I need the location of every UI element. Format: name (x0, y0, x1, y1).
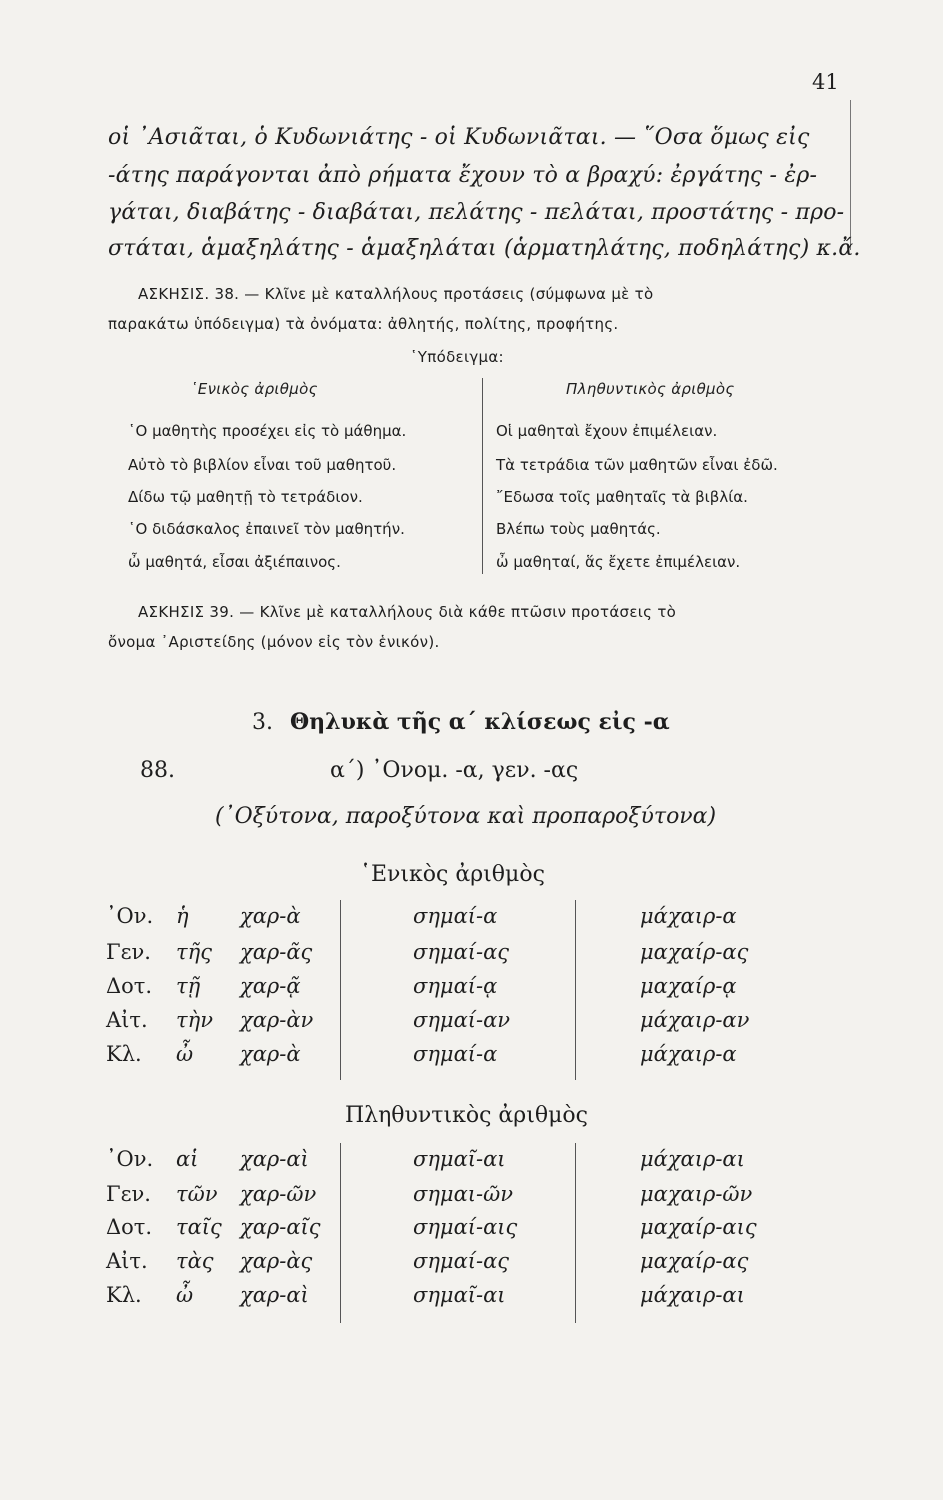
word-chara: χαρ-ὰ (240, 904, 301, 928)
article: ταῖς (176, 1215, 222, 1239)
example-plural-row: Βλέπω τοὺς μαθητάς. (496, 520, 661, 538)
page-number: 41 (812, 70, 839, 94)
word-simaia: σημαί-α (413, 904, 498, 928)
word-chara: χαρ-ὰν (240, 1008, 314, 1032)
word-machaira: μάχαιρ-α (640, 1042, 737, 1066)
case-label: Γεν. (106, 940, 151, 964)
article: τῆς (176, 940, 212, 964)
example-plural-row: ῎Εδωσα τοῖς μαθηταῖς τὰ βιβλία. (496, 488, 748, 506)
word-machaira: μάχαιρ-αι (640, 1283, 745, 1307)
section-title: Θηλυκὰ τῆς α΄ κλίσεως εἰς -α (290, 709, 670, 735)
word-machaira: μαχαιρ-ῶν (640, 1182, 753, 1206)
word-machaira: μάχαιρ-αι (640, 1147, 745, 1171)
word-chara: χαρ-αὶ (240, 1147, 309, 1171)
word-chara: χαρ-ᾷ (240, 974, 301, 998)
table-divider-4 (575, 1143, 576, 1323)
exercise-38-line-1: ΑΣΚΗΣΙΣ. 38. — Κλῖνε μὲ καταλλήλους προτάσεις (σύμφωνα μὲ τὸ (138, 285, 654, 303)
word-simaia: σημαί-αν (413, 1008, 511, 1032)
word-simaia: σημαῖ-αι (413, 1283, 506, 1307)
exercise-38-line-2: παρακάτω ὑπόδειγμα) τὰ ὀνόματα: ἀθλητής, πολίτης, προφήτης. (108, 315, 619, 333)
table-divider-2 (575, 900, 576, 1080)
intro-line-2: -άτης παράγονται ἀπὸ ρήματα ἔχουν τὸ α βραχύ: ἐργάτης - ἐρ- (108, 163, 818, 188)
word-machaira: μάχαιρ-α (640, 904, 737, 928)
word-simaia: σημαί-ας (413, 1249, 510, 1273)
article: τὰς (176, 1249, 214, 1273)
word-machaira: μαχαίρ-ᾳ (640, 974, 737, 998)
word-chara: χαρ-ὰς (240, 1249, 313, 1273)
word-machaira: μάχαιρ-αν (640, 1008, 750, 1032)
section-note: (᾿Οξύτονα, παροξύτονα καὶ προπαροξύτονα) (215, 804, 717, 829)
example-singular-row: ὦ μαθητά, εἶσαι ἀξιέπαινος. (128, 553, 341, 571)
singular-title: ῾Ενικὸς ἀριθμὸς (360, 862, 545, 887)
article: αἱ (176, 1147, 199, 1171)
article: ὦ (176, 1283, 194, 1307)
intro-line-3: γάται, διαβάτης - διαβάται, πελάτης - πελάται, προστάτης - προ- (108, 200, 845, 225)
case-label: Δοτ. (106, 974, 153, 998)
word-machaira: μαχαίρ-ας (640, 940, 749, 964)
case-label: Κλ. (106, 1042, 142, 1066)
table-divider-3 (340, 1143, 341, 1323)
word-chara: χαρ-ᾶς (240, 940, 313, 964)
article: τῶν (176, 1182, 218, 1206)
example-plural-header: Πληθυντικὸς ἀριθμὸς (566, 380, 735, 398)
word-chara: χαρ-ὰ (240, 1042, 301, 1066)
example-singular-row: Δίδω τῷ μαθητῇ τὸ τετράδιον. (128, 488, 363, 506)
word-simaia: σημαι-ῶν (413, 1182, 513, 1206)
exercise-39-line-1: ΑΣΚΗΣΙΣ 39. — Κλῖνε μὲ καταλλήλους διὰ κάθε πτῶσιν προτάσεις τὸ (138, 603, 677, 621)
example-singular-header: ῾Ενικὸς ἀριθμὸς (190, 380, 318, 398)
word-simaia: σημαί-ας (413, 940, 510, 964)
article: ἡ (176, 904, 189, 928)
word-machaira: μαχαίρ-αις (640, 1215, 757, 1239)
word-simaia: σημαῖ-αι (413, 1147, 506, 1171)
case-label: Κλ. (106, 1283, 142, 1307)
word-simaia: σημαί-αις (413, 1215, 518, 1239)
plural-title: Πληθυντικὸς ἀριθμὸς (345, 1103, 588, 1128)
article: τὴν (176, 1008, 213, 1032)
example-singular-row: ῾Ο μαθητὴς προσέχει εἰς τὸ μάθημα. (128, 422, 407, 440)
intro-line-1: οἱ ᾿Ασιᾶται, ὁ Κυδωνιάτης - οἱ Κυδωνιᾶται. — ῞Οσα ὅμως εἰς (108, 125, 810, 150)
word-chara: χαρ-ῶν (240, 1182, 317, 1206)
example-plural-row: ὦ μαθηταί, ἅς ἔχετε ἐπιμέλειαν. (496, 553, 741, 571)
section-subtitle: α΄) ᾿Ονομ. -α, γεν. -ας (330, 758, 579, 783)
case-label: Γεν. (106, 1182, 151, 1206)
case-label: ᾿Ον. (106, 1147, 154, 1171)
case-label: Αἰτ. (106, 1249, 148, 1273)
example-plural-row: Οἱ μαθηταὶ ἔχουν ἐπιμέλειαν. (496, 422, 718, 440)
word-simaia: σημαί-α (413, 1042, 498, 1066)
example-singular-row: ῾Ο διδάσκαλος ἐπαινεῖ τὸν μαθητήν. (128, 520, 405, 538)
example-plural-row: Τὰ τετράδια τῶν μαθητῶν εἶναι ἐδῶ. (496, 456, 778, 474)
word-simaia: σημαί-ᾳ (413, 974, 498, 998)
case-label: Αἰτ. (106, 1008, 148, 1032)
intro-line-4: στάται, ἁμαξηλάτης - ἁμαξηλάται (ἁρματηλάτης, ποδηλάτης) κ.ἄ. (108, 236, 861, 261)
case-label: Δοτ. (106, 1215, 153, 1239)
word-chara: χαρ-αῖς (240, 1215, 321, 1239)
word-machaira: μαχαίρ-ας (640, 1249, 749, 1273)
word-chara: χαρ-αὶ (240, 1283, 309, 1307)
example-column-divider (482, 378, 483, 574)
paragraph-number: 88. (140, 758, 175, 783)
example-singular-row: Αὐτὸ τὸ βιβλίον εἶναι τοῦ μαθητοῦ. (128, 456, 397, 474)
section-number: 3. (252, 710, 273, 735)
example-label: ῾Υπόδειγμα: (410, 348, 504, 366)
article: τῇ (176, 974, 201, 998)
exercise-39-line-2: ὄνομα ᾿Αριστείδης (μόνον εἰς τὸν ἑνικόν). (108, 633, 440, 651)
case-label: ᾿Ον. (106, 904, 154, 928)
article: ὦ (176, 1042, 194, 1066)
page-edge-line (850, 100, 851, 250)
table-divider-1 (340, 900, 341, 1080)
